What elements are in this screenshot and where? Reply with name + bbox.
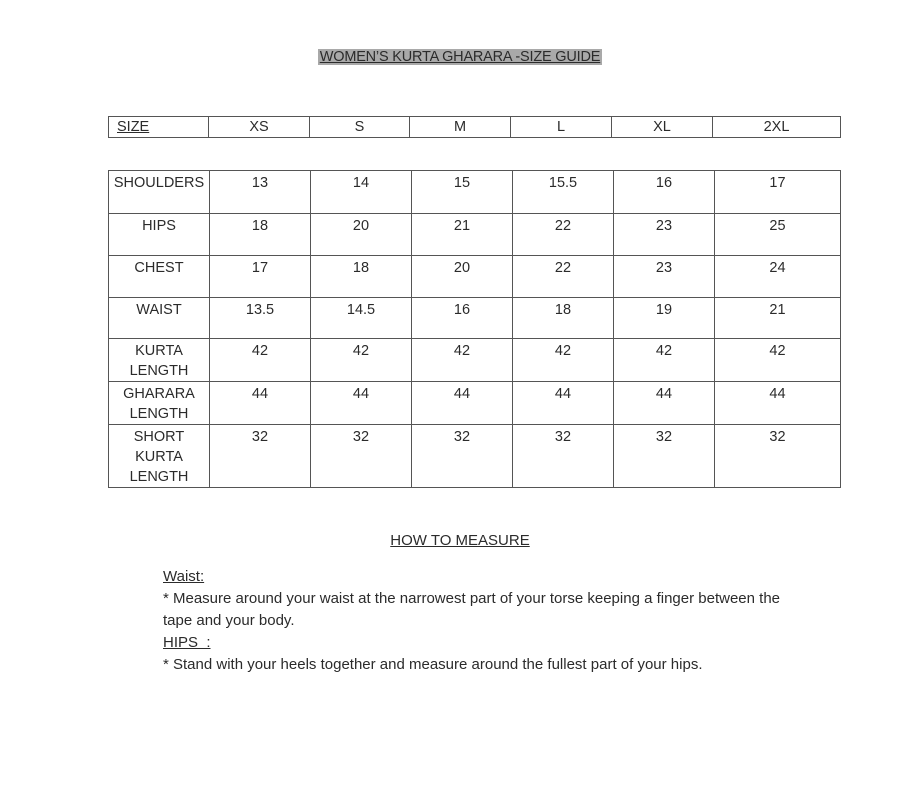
table-cell: 18 <box>311 256 412 298</box>
table-cell: 22 <box>513 256 614 298</box>
table-cell: 18 <box>513 298 614 339</box>
table-cell: 15.5 <box>513 171 614 214</box>
table-cell: 24 <box>715 256 841 298</box>
table-cell: 32 <box>614 425 715 488</box>
how-to-measure-heading: HOW TO MEASURE <box>390 532 530 549</box>
table-cell: 14 <box>311 171 412 214</box>
size-header-cell: 2XL <box>713 117 841 138</box>
table-cell: 21 <box>412 214 513 256</box>
table-cell: 44 <box>311 382 412 425</box>
table-cell: 42 <box>614 339 715 382</box>
table-cell: 32 <box>412 425 513 488</box>
hips-instruction: * Stand with your heels together and measure around the fullest part of your hips. <box>163 656 703 673</box>
table-row <box>109 214 841 256</box>
table-cell: 44 <box>715 382 841 425</box>
measurement-table <box>108 170 841 488</box>
table-cell: 17 <box>715 171 841 214</box>
table-cell: 32 <box>311 425 412 488</box>
table-cell: 16 <box>412 298 513 339</box>
table-row <box>109 298 841 339</box>
table-cell: 32 <box>210 425 311 488</box>
table-cell: 14.5 <box>311 298 412 339</box>
table-cell: 13 <box>210 171 311 214</box>
row-label: HIPS <box>109 214 210 256</box>
table-cell: 17 <box>210 256 311 298</box>
table-cell: 15 <box>412 171 513 214</box>
table-cell: 22 <box>513 214 614 256</box>
table-cell: 42 <box>210 339 311 382</box>
row-label: SHOULDERS <box>109 171 210 214</box>
size-header-cell: XL <box>612 117 713 138</box>
size-header-cell: XS <box>209 117 310 138</box>
table-cell: 44 <box>614 382 715 425</box>
page-title <box>0 49 920 65</box>
table-cell: 16 <box>614 171 715 214</box>
size-header-table <box>108 116 841 138</box>
table-cell: 44 <box>412 382 513 425</box>
table-row <box>109 425 841 488</box>
size-header-cell: L <box>511 117 612 138</box>
page-title-text: WOMEN’S KURTA GHARARA -SIZE GUIDE <box>319 49 601 65</box>
size-header-cell: S <box>310 117 410 138</box>
size-header-row <box>109 117 841 138</box>
waist-instruction: * Measure around your waist at the narrowest part of your torse keeping a finger between the tape and your body. <box>163 590 781 629</box>
size-header-cell: M <box>410 117 511 138</box>
table-cell: 19 <box>614 298 715 339</box>
measure-instructions <box>163 566 813 676</box>
waist-heading: Waist: <box>163 568 205 585</box>
table-cell: 42 <box>412 339 513 382</box>
table-cell: 42 <box>715 339 841 382</box>
row-label: GHARARA LENGTH <box>109 382 210 425</box>
row-label: SHORT KURTA LENGTH <box>109 425 210 488</box>
hips-heading: HIPS : <box>163 634 211 651</box>
row-label: KURTA LENGTH <box>109 339 210 382</box>
table-cell: 42 <box>311 339 412 382</box>
table-row <box>109 256 841 298</box>
table-cell: 44 <box>210 382 311 425</box>
table-cell: 23 <box>614 256 715 298</box>
table-cell: 18 <box>210 214 311 256</box>
row-label: CHEST <box>109 256 210 298</box>
table-row <box>109 339 841 382</box>
table-cell: 44 <box>513 382 614 425</box>
table-cell: 32 <box>513 425 614 488</box>
table-cell: 20 <box>311 214 412 256</box>
table-cell: 13.5 <box>210 298 311 339</box>
table-cell: 42 <box>513 339 614 382</box>
table-cell: 25 <box>715 214 841 256</box>
table-row <box>109 382 841 425</box>
table-cell: 23 <box>614 214 715 256</box>
table-row <box>109 171 841 214</box>
row-label: WAIST <box>109 298 210 339</box>
table-cell: 32 <box>715 425 841 488</box>
table-cell: 20 <box>412 256 513 298</box>
table-cell: 21 <box>715 298 841 339</box>
size-header-cell: SIZE <box>109 117 209 138</box>
